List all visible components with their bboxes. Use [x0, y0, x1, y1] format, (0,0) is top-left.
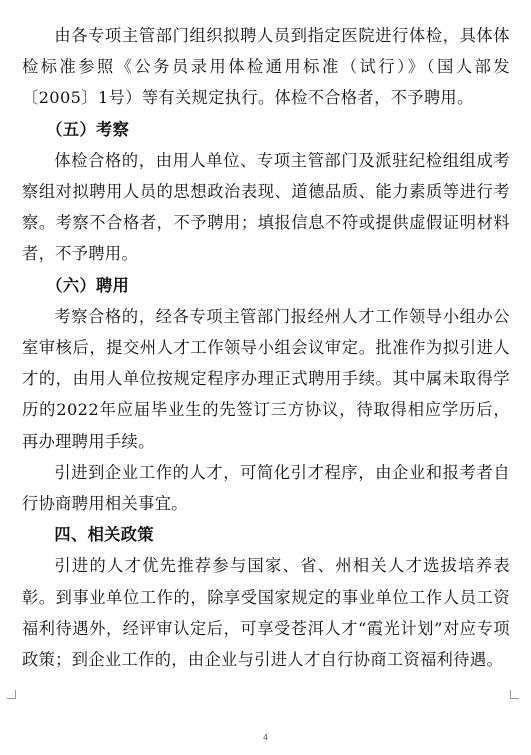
crop-mark-left: [7, 690, 16, 699]
heading-policy: 四、相关政策: [54, 525, 154, 545]
crop-mark-right: [510, 690, 519, 699]
paragraph-policy: 引进的人才优先推荐参与国家、省、州相关人才选拔培养表彰。到事业单位工作的，除享受国家规定的事业单位工作人员工资福利待遇外，经评审认定后，可享受苍洱人才“霞光计划”对应专项政策；到企业工作的，由企业与引进人才自行协商工资福利待遇。: [22, 556, 510, 670]
paragraph-medical-exam: 由各专项主管部门组织拟聘人员到指定医院进行体检，具体体检标准参照《公务员录用体检通用标准（试行）》（国人部发〔2005〕1号）等有关规定执行。体检不合格者，不予聘用。: [22, 26, 510, 108]
heading-investigation: （五）考察: [46, 119, 130, 139]
heading-employment: （六）聘用: [46, 275, 130, 295]
paragraph-employment: 考察合格的，经各专项主管部门报经州人才工作领导小组办公室审核后，提交州人才工作领导小组会议审定。批准作为拟引进人才的，由用人单位按规定程序办理正式聘用手续。其中属未取得学历的2022年应届毕业生的先签订三方协议，待取得相应学历后，再办理聘用手续。: [22, 306, 510, 451]
paragraph-enterprise: 引进到企业工作的人才，可简化引才程序，由企业和报考者自行协商聘用相关事宜。: [22, 462, 510, 514]
paragraph-investigation: 体检合格的，由用人单位、专项主管部门及派驻纪检组组成考察组对拟聘用人员的思想政治表现、道德品质、能力素质等进行考察。考察不合格者，不予聘用；填报信息不符或提供虚假证明材料者，不予聘用。: [22, 150, 510, 264]
page-number: 4: [262, 733, 269, 742]
document-body: [22, 20, 510, 675]
